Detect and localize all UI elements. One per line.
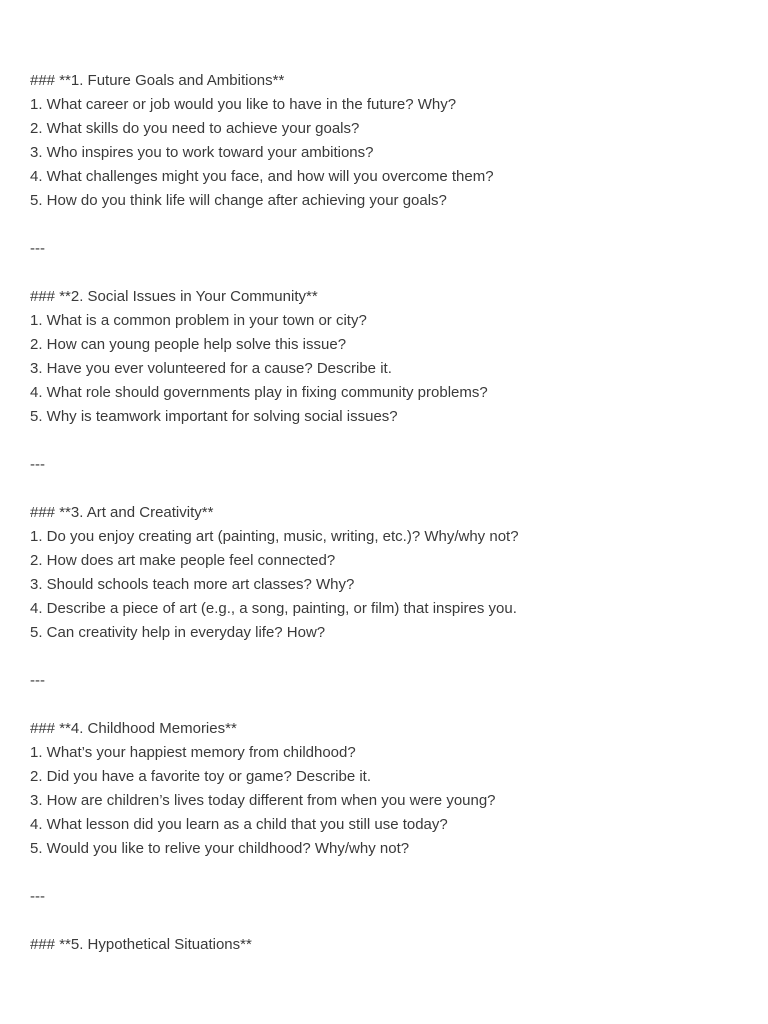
question-item: 5. Would you like to relive your childhood? Why/why not?	[30, 840, 410, 857]
document-body	[30, 69, 750, 957]
blank-line	[30, 477, 750, 501]
question-item: 5. How do you think life will change after achieving your goals?	[30, 192, 447, 209]
question-item: 4. Describe a piece of art (e.g., a song, painting, or film) that inspires you.	[30, 600, 517, 617]
question-item: 2. How does art make people feel connected?	[30, 552, 336, 569]
blank-line	[30, 693, 750, 717]
question-item: 5. Can creativity help in everyday life? How?	[30, 624, 326, 641]
question-item: 4. What lesson did you learn as a child that you still use today?	[30, 816, 448, 833]
section-separator: ---	[30, 240, 45, 257]
blank-line	[30, 861, 750, 885]
section-heading: ### **4. Childhood Memories**	[30, 720, 237, 737]
question-item: 2. What skills do you need to achieve your goals?	[30, 120, 360, 137]
section-heading: ### **3. Art and Creativity**	[30, 504, 214, 521]
question-item: 4. What role should governments play in fixing community problems?	[30, 384, 488, 401]
question-item: 1. Do you enjoy creating art (painting, music, writing, etc.)? Why/why not?	[30, 528, 519, 545]
section-heading: ### **5. Hypothetical Situations**	[30, 936, 252, 953]
section-heading: ### **2. Social Issues in Your Community**	[30, 288, 318, 305]
blank-line	[30, 429, 750, 453]
question-item: 4. What challenges might you face, and how will you overcome them?	[30, 168, 494, 185]
blank-line	[30, 909, 750, 933]
question-item: 1. What’s your happiest memory from childhood?	[30, 744, 356, 761]
question-item: 3. Have you ever volunteered for a cause? Describe it.	[30, 360, 392, 377]
section-heading: ### **1. Future Goals and Ambitions**	[30, 72, 285, 89]
question-item: 2. Did you have a favorite toy or game? Describe it.	[30, 768, 372, 785]
blank-line	[30, 261, 750, 285]
question-item: 5. Why is teamwork important for solving social issues?	[30, 408, 398, 425]
question-item: 2. How can young people help solve this issue?	[30, 336, 347, 353]
section-separator: ---	[30, 456, 45, 473]
question-item: 3. Should schools teach more art classes? Why?	[30, 576, 355, 593]
question-item: 1. What career or job would you like to have in the future? Why?	[30, 96, 457, 113]
section-separator: ---	[30, 888, 45, 905]
blank-line	[30, 213, 750, 237]
section-separator: ---	[30, 672, 45, 689]
question-item: 3. Who inspires you to work toward your ambitions?	[30, 144, 374, 161]
blank-line	[30, 645, 750, 669]
question-item: 3. How are children’s lives today different from when you were young?	[30, 792, 496, 809]
question-item: 1. What is a common problem in your town or city?	[30, 312, 367, 329]
